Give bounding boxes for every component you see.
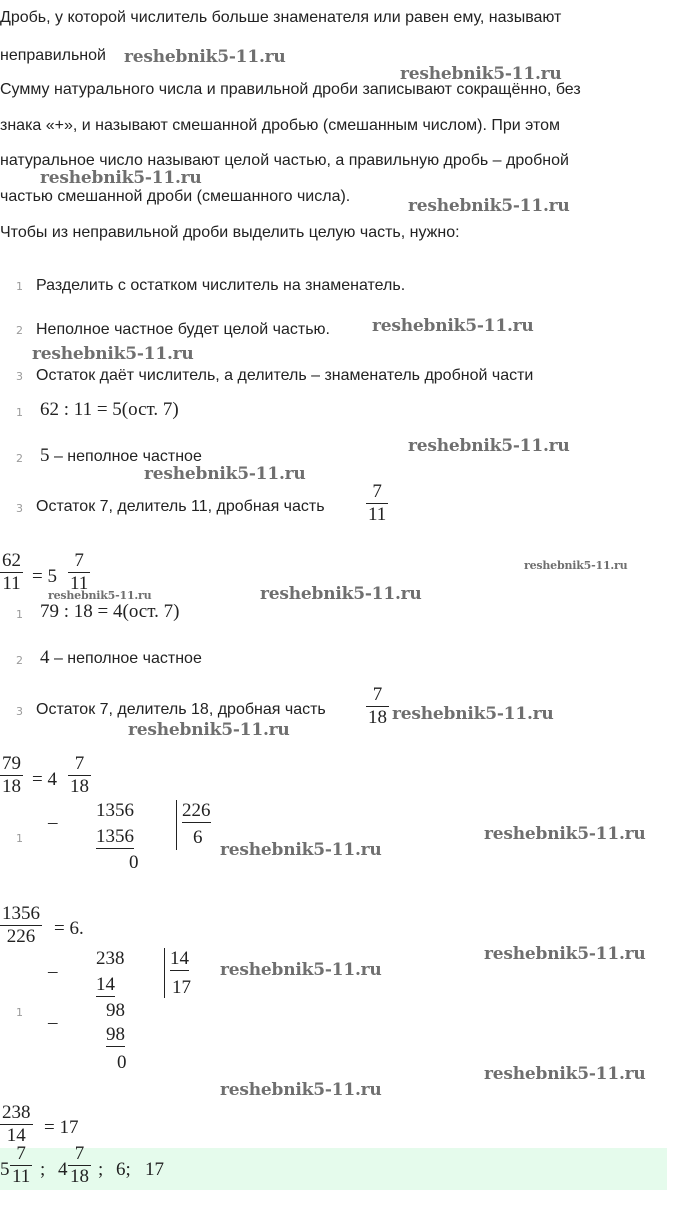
dividend: 238: [96, 948, 125, 969]
fraction-numerator: 7: [74, 1143, 85, 1164]
fraction: [366, 481, 388, 526]
watermark: reshebnik5-11.ru: [32, 344, 194, 364]
fraction-numerator: 238: [2, 1102, 31, 1123]
step-number: 3: [16, 370, 23, 383]
fraction-numerator: 7: [16, 1143, 26, 1164]
fraction-numerator: 7: [74, 753, 85, 774]
equals-whole: = 4: [32, 769, 57, 790]
fraction-denominator: 18: [70, 776, 89, 797]
fraction-denominator: 18: [2, 776, 21, 797]
watermark: reshebnik5-11.ru: [40, 168, 202, 188]
division-bar: [164, 948, 165, 998]
quotient-value: 5: [40, 445, 50, 466]
fraction: [0, 903, 42, 948]
fraction-denominator: 11: [0, 572, 23, 595]
rule-step: Остаток даёт числитель, а делитель – знаменатель дробной части: [36, 367, 534, 384]
fraction-numerator: 1356: [2, 903, 40, 924]
step-number: 1: [16, 832, 23, 845]
paragraph-line: Сумму натурального числа и правильной дроби записывают сокращённо, без: [0, 81, 581, 98]
fraction-numerator: 62: [2, 550, 21, 571]
step-text: – неполное частное: [49, 650, 202, 667]
step-number: 2: [16, 654, 23, 667]
fraction: [366, 684, 389, 729]
remainder: 0: [129, 852, 139, 873]
watermark: reshebnik5-11.ru: [524, 559, 628, 572]
fraction-denominator: 18: [70, 1166, 89, 1187]
step-number: 1: [16, 608, 23, 621]
fraction: [68, 753, 91, 798]
watermark: reshebnik5-11.ru: [408, 436, 570, 456]
watermark: reshebnik5-11.ru: [220, 840, 382, 860]
step-number: 2: [16, 452, 23, 465]
step-number: 1: [16, 280, 23, 293]
watermark: reshebnik5-11.ru: [372, 316, 534, 336]
remainder: 0: [117, 1052, 127, 1073]
fraction-denominator: 226: [0, 925, 42, 948]
watermark: reshebnik5-11.ru: [220, 1080, 382, 1100]
fraction: [0, 1102, 33, 1147]
fraction-numerator: 7: [372, 481, 382, 502]
paragraph-line: частью смешанной дроби (смешанного числа).: [0, 188, 351, 205]
example-step: Остаток 7, делитель 18, дробная часть: [36, 701, 326, 718]
quotient: 6: [193, 827, 203, 848]
fraction: [0, 550, 23, 595]
paragraph-line: Чтобы из неправильной дроби выделить целую часть, нужно:: [0, 224, 460, 241]
step-number: 2: [16, 324, 23, 337]
watermark: reshebnik5-11.ru: [260, 584, 422, 604]
paragraph-line: натуральное число называют целой частью, а правильную дробь – дробной: [0, 152, 569, 169]
watermark: reshebnik5-11.ru: [400, 64, 562, 84]
watermark: reshebnik5-11.ru: [220, 960, 382, 980]
answer-value: 17: [145, 1159, 164, 1180]
dividend: 1356: [96, 800, 134, 821]
fraction-numerator: 7: [74, 550, 84, 571]
subtrahend: 98: [106, 1024, 125, 1045]
answer-whole: 5: [0, 1159, 10, 1180]
step-number: 3: [16, 502, 23, 515]
minus-sign: –: [48, 961, 58, 982]
fraction-denominator: 11: [70, 573, 89, 594]
paragraph-line: Дробь, у которой числитель больше знаменателя или равен ему, называют: [0, 9, 562, 26]
watermark: reshebnik5-11.ru: [124, 47, 286, 67]
equals-whole: = 5: [32, 566, 57, 587]
watermark: reshebnik5-11.ru: [484, 824, 646, 844]
example-step: [40, 400, 179, 421]
division-expression: 79 : 18 = 4: [40, 601, 123, 622]
equals-result: = 17: [44, 1117, 79, 1138]
fraction-denominator: 14: [0, 1124, 33, 1147]
example-step: [40, 648, 202, 669]
step-number: 3: [16, 705, 23, 718]
example-step: Остаток 7, делитель 11, дробная часть: [36, 498, 325, 515]
minus-sign: –: [48, 1012, 58, 1033]
fraction: [10, 1143, 32, 1188]
paragraph-line: неправильной: [0, 47, 106, 64]
paragraph-line: знака «+», и называют смешанной дробью (смешанным числом). При этом: [0, 117, 560, 134]
step-number: 1: [16, 1006, 23, 1019]
step-text: – неполное частное: [49, 448, 202, 465]
rule-step: Разделить с остатком числитель на знаменатель.: [36, 277, 406, 294]
fraction-numerator: 79: [2, 753, 21, 774]
division-bar: [176, 800, 177, 850]
divisor: 14: [170, 948, 189, 969]
answer-value: 6;: [116, 1159, 131, 1180]
step-number: 1: [16, 406, 23, 419]
remainder-note: (ост. 7): [122, 601, 180, 622]
rule-step: Неполное частное будет целой частью.: [36, 321, 330, 338]
minus-sign: –: [48, 812, 58, 833]
fraction: [0, 753, 23, 798]
fraction-numerator: 7: [372, 684, 383, 705]
fraction: [68, 1143, 91, 1188]
division-expression: 62 : 11 = 5: [40, 399, 122, 420]
answer-box: [0, 1143, 667, 1190]
answer-separator: ;: [40, 1159, 46, 1180]
watermark: reshebnik5-11.ru: [484, 944, 646, 964]
partial-dividend: 98: [106, 1000, 125, 1021]
watermark: reshebnik5-11.ru: [392, 704, 554, 724]
divisor: 226: [182, 800, 211, 821]
remainder-note: (ост. 7): [121, 399, 179, 420]
watermark: reshebnik5-11.ru: [128, 720, 290, 740]
fraction-denominator: 18: [368, 707, 387, 728]
subtrahend: 1356: [96, 826, 134, 847]
quotient-value: 4: [40, 647, 50, 668]
answer-whole: 4: [58, 1159, 68, 1180]
watermark: reshebnik5-11.ru: [144, 464, 306, 484]
watermark: reshebnik5-11.ru: [484, 1064, 646, 1084]
subtrahend: 14: [96, 974, 115, 995]
fraction-denominator: 11: [368, 504, 387, 525]
equals-result: = 6.: [54, 918, 84, 939]
quotient: 17: [172, 977, 191, 998]
fraction-denominator: 11: [12, 1166, 31, 1187]
answer-separator: ;: [98, 1159, 104, 1180]
watermark: reshebnik5-11.ru: [408, 196, 570, 216]
watermark: reshebnik5-11.ru: [48, 589, 152, 602]
